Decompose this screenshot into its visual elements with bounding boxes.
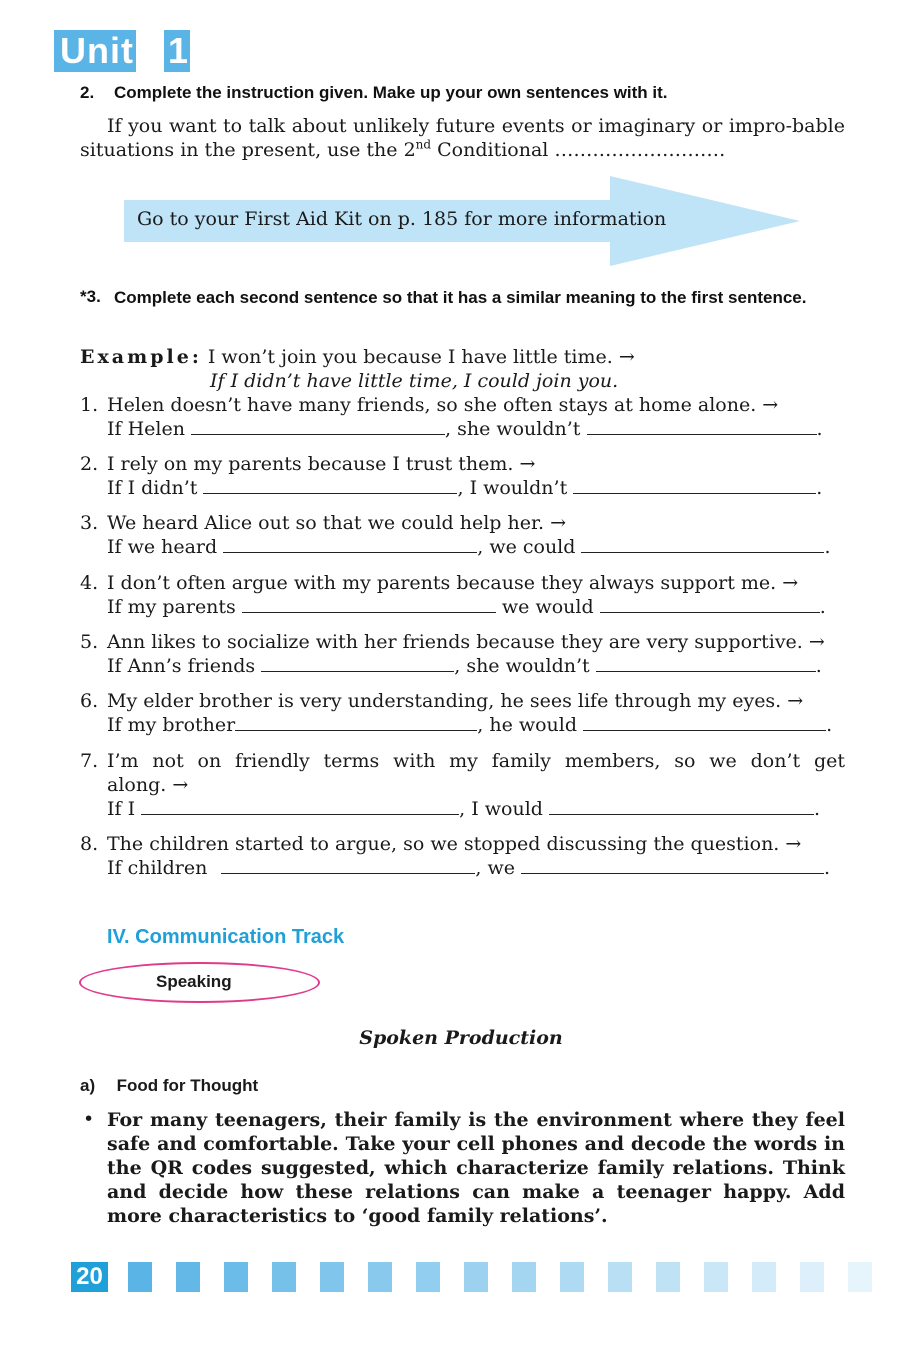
answer-blank-2[interactable] [521, 857, 824, 874]
answer-middle: , she wouldn’t [454, 655, 590, 677]
footer-square [464, 1262, 488, 1292]
footer-square [320, 1262, 344, 1292]
answer-end: . [819, 596, 826, 618]
answer-middle: , he would [477, 714, 578, 736]
answer-end: . [824, 536, 831, 558]
item-sentence-cont: along. → [107, 774, 189, 796]
page-number: 20 [71, 1262, 108, 1292]
answer-end: . [824, 857, 831, 879]
item-sentence: The children started to argue, so we stopped discussing the question. → [107, 833, 802, 855]
answer-middle: , we could [477, 536, 576, 558]
item-sentence: I rely on my parents because I trust them. → [107, 453, 536, 475]
footer-square [176, 1262, 200, 1292]
footer-square [224, 1262, 248, 1292]
task2-paragraph [80, 114, 845, 162]
footer-square [368, 1262, 392, 1292]
item-answer-line [107, 476, 822, 500]
answer-blank-1[interactable] [242, 596, 496, 613]
item-sentence: Helen doesn’t have many friends, so she often stays at home alone. → [107, 394, 779, 416]
item-answer-line [107, 797, 820, 821]
task2-text-b: Conditional ……………………… [431, 139, 726, 161]
footer-square [512, 1262, 536, 1292]
answer-blank-2[interactable] [600, 596, 820, 613]
task2-number: 2. [80, 83, 95, 102]
answer-blank-2[interactable] [596, 655, 816, 672]
footer-square [560, 1262, 584, 1292]
answer-start: If children [107, 857, 208, 879]
footer-squares [128, 1262, 872, 1292]
first-aid-text: Go to your First Aid Kit on p. 185 for more information [137, 208, 667, 230]
answer-blank-1[interactable] [261, 655, 454, 672]
item-answer-line [107, 713, 832, 737]
item-number: 7. [80, 750, 99, 772]
answer-end: . [814, 798, 821, 820]
answer-end: . [815, 655, 822, 677]
answer-start: If I [107, 798, 136, 820]
footer-square [656, 1262, 680, 1292]
item-answer-line [107, 535, 831, 559]
item-number: 6. [80, 690, 99, 712]
bullet-paragraph: For many teenagers, their family is the environment where they feel safe and comfortable. Take your cell phones and decode the words in the QR codes suggested, which characterize family relations. Think and decide how these relations can make a teenager happy. Add more characteristics to ‘good family relations’. [107, 1109, 845, 1227]
answer-end: . [816, 477, 823, 499]
answer-start: If my brother [107, 714, 236, 736]
item-sentence: Ann likes to socialize with her friends because they are very supportive. → [107, 631, 825, 653]
answer-middle: , she wouldn’t [445, 418, 581, 440]
answer-blank-2[interactable] [583, 714, 826, 731]
item-answer-line [107, 595, 826, 619]
example-answer: If I didn’t have little time, I could join you. [210, 370, 619, 392]
footer-square [704, 1262, 728, 1292]
item-number: 5. [80, 631, 99, 653]
task3-number: *3. [80, 287, 101, 306]
section-title: IV. Communication Track [107, 926, 345, 948]
answer-middle: , I would [459, 798, 543, 820]
item-sentence: I’m not on friendly terms with my family members, so we don’t get [107, 750, 845, 772]
unit-label: Unit [54, 30, 136, 72]
item-number: 3. [80, 512, 99, 534]
example-label: Example: [80, 346, 202, 368]
example-sentence: I won’t join you because I have little time. → [207, 346, 635, 368]
bullet-icon: • [83, 1108, 95, 1130]
answer-blank-2[interactable] [549, 798, 814, 815]
answer-start: If I didn’t [107, 477, 198, 499]
item-number: 8. [80, 833, 99, 855]
item-sentence: My elder brother is very understanding, he sees life through my eyes. → [107, 690, 804, 712]
speaking-label: Speaking [156, 972, 232, 991]
answer-middle: , we [475, 857, 515, 879]
answer-start: If Helen [107, 418, 185, 440]
item-sentence: I don’t often argue with my parents because they always support me. → [107, 572, 799, 594]
answer-blank-1[interactable] [223, 536, 477, 553]
unit-number: 1 [164, 30, 190, 72]
food-heading [80, 1076, 258, 1096]
item-answer-line [107, 856, 830, 880]
item-answer-line [107, 417, 823, 441]
footer-square [272, 1262, 296, 1292]
footer-square [848, 1262, 872, 1292]
answer-start: If Ann’s friends [107, 655, 256, 677]
answer-blank-1[interactable] [191, 418, 445, 435]
item-answer-line [107, 654, 822, 678]
footer-square [752, 1262, 776, 1292]
answer-blank-2[interactable] [573, 477, 816, 494]
unit-badge [54, 30, 190, 72]
footer-square [416, 1262, 440, 1292]
item-number: 1. [80, 394, 99, 416]
task2-sup: nd [415, 137, 432, 152]
answer-start: If my parents [107, 596, 236, 618]
item-number: 4. [80, 572, 99, 594]
task3-instruction: Complete each second sentence so that it has a similar meaning to the first sentence. [114, 288, 807, 307]
task2-instruction: Complete the instruction given. Make up your own sentences with it. [114, 83, 668, 102]
food-heading-text: Food for Thought [116, 1076, 259, 1095]
answer-middle: , I wouldn’t [457, 477, 568, 499]
answer-end: . [816, 418, 823, 440]
answer-middle: we would [501, 596, 594, 618]
food-heading-letter: a) [80, 1076, 96, 1095]
answer-blank-1[interactable] [203, 477, 457, 494]
item-number: 2. [80, 453, 99, 475]
answer-blank-1[interactable] [221, 857, 475, 874]
answer-blank-2[interactable] [587, 418, 817, 435]
answer-start: If we heard [107, 536, 218, 558]
spoken-production-heading: Spoken Production [359, 1027, 563, 1049]
answer-blank-1[interactable] [235, 714, 477, 731]
item-sentence: We heard Alice out so that we could help her. → [107, 512, 566, 534]
answer-blank-1[interactable] [141, 798, 459, 815]
footer-square [128, 1262, 152, 1292]
task2-text-a: If you want to talk about unlikely future events or imaginary or impro-bable situations in the present, use the 2 [80, 115, 845, 161]
footer-square [608, 1262, 632, 1292]
answer-blank-2[interactable] [581, 536, 824, 553]
answer-end: . [826, 714, 833, 736]
example-line-1 [80, 345, 635, 369]
footer-square [800, 1262, 824, 1292]
